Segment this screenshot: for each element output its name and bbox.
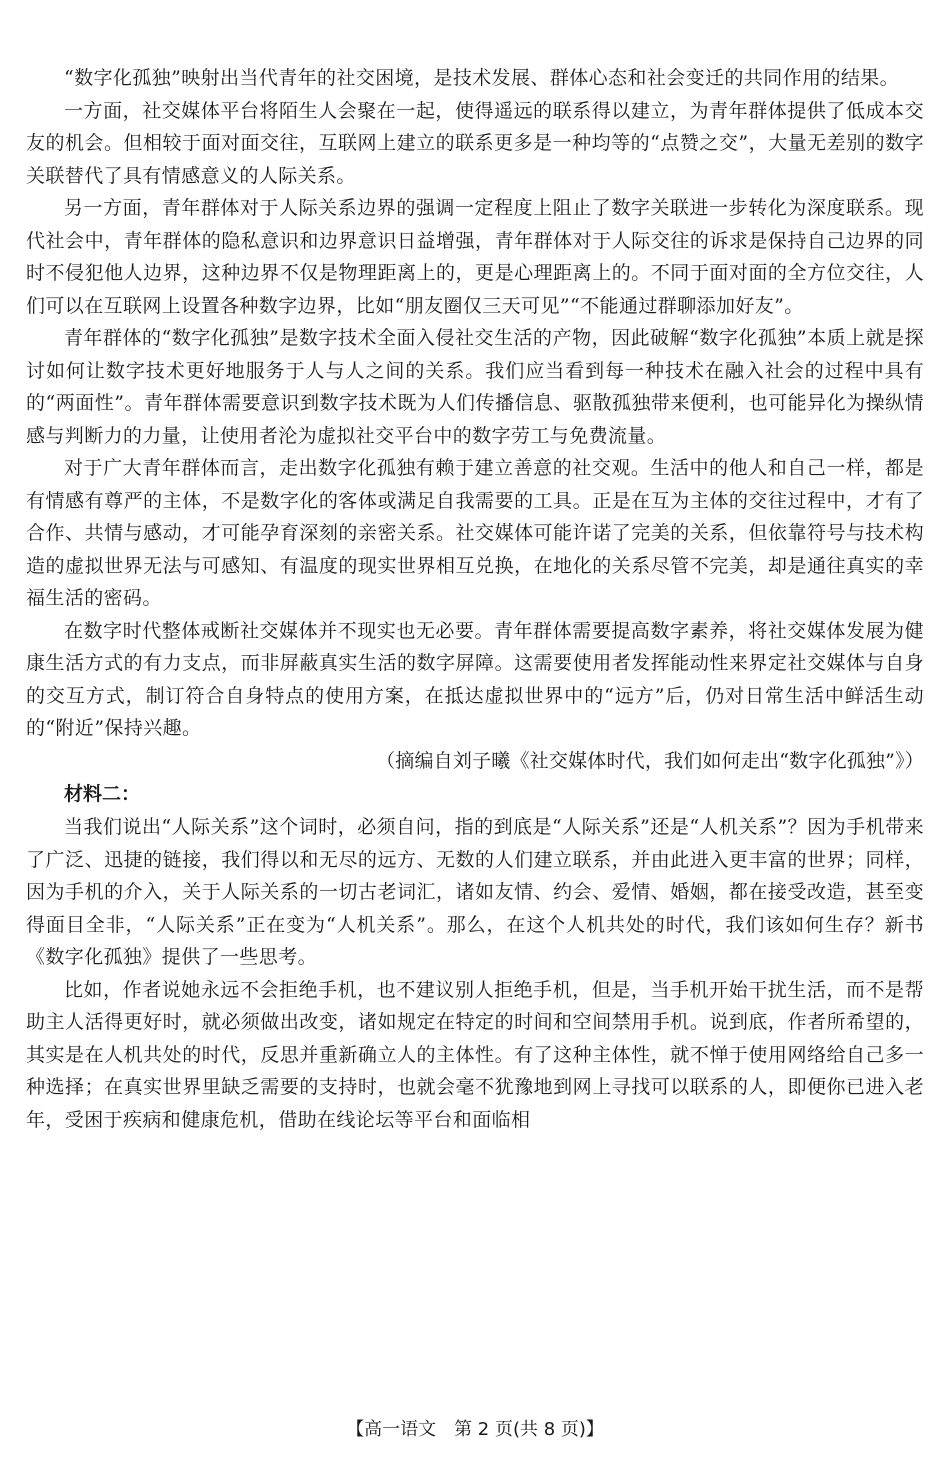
paragraph: 当我们说出“人际关系”这个词时，必须自问，指的到底是“人际关系”还是“人机关系”？因为手机带来了广泛、迅捷的链接，我们得以和无尽的远方、无数的人们建立联系，并由此进入更丰富的世界；同样，因为手机的介入，关于人际关系的一切古老词汇，诸如友情、约会、爱情、婚姻，都在接受改造，甚至变得面目全非，“人际关系”正在变为“人机关系”。那么，在这个人机共处的时代，我们该如何生存？新书《数字化孤独》提供了一些思考。 bbox=[26, 816, 924, 968]
page-content bbox=[26, 62, 924, 1136]
paragraph: “数字化孤独”映射出当代青年的社交困境，是技术发展、群体心态和社会变迁的共同作用的结果。 bbox=[64, 67, 900, 89]
paragraph: 比如，作者说她永远不会拒绝手机，也不建议别人拒绝手机，但是，当手机开始干扰生活，而不是帮助主人活得更好时，就必须做出改变，诸如规定在特定的时间和空间禁用手机。说到底，作者所希望的，其实是在人机共处的时代，反思并重新确立人的主体性。有了这种主体性，就不惮于使用网络给自己多一种选择；在真实世界里缺乏需要的支持时，也就会毫不犹豫地到网上寻找可以联系的人，即便你已进入老年，受困于疾病和健康危机，借助在线论坛等平台和面临相 bbox=[26, 978, 924, 1131]
section-heading: 材料二： bbox=[64, 783, 141, 805]
source-citation: （摘编自刘子曦《社交媒体时代，我们如何走出“数字化孤独”》） bbox=[376, 749, 924, 772]
paragraph: 一方面，社交媒体平台将陌生人会聚在一起，使得遥远的联系得以建立，为青年群体提供了低成本交友的机会。但相较于面对面交往，互联网上建立的联系更多是一种均等的“点赞之交”，大量无差别的数字关联替代了具有情感意义的人际关系。 bbox=[26, 99, 924, 187]
page-footer: 【高一语文 第 2 页(共 8 页)】 bbox=[346, 1419, 604, 1440]
paragraph: 在数字时代整体戒断社交媒体并不现实也无必要。青年群体需要提高数字素养，将社交媒体发展为健康生活方式的有力支点，而非屏蔽真实生活的数字屏障。这需要使用者发挥能动性来界定社交媒体与自身的交互方式，制订符合自身特点的使用方案，在抵达虚拟世界中的“远方”后，仍对日常生活中鲜活生动的“附近”保持兴趣。 bbox=[26, 619, 924, 739]
paragraph: 对于广大青年群体而言，走出数字化孤独有赖于建立善意的社交观。生活中的他人和自己一样，都是有情感有尊严的主体，不是数字化的客体或满足自我需要的工具。正是在互为主体的交往过程中，才有了合作、共情与感动，才可能孕育深刻的亲密关系。社交媒体可能许诺了完美的关系，但依靠符号与技术构造的虚拟世界无法与可感知、有温度的现实世界相互兑换，在地化的关系尽管不完美，却是通往真实的幸福生活的密码。 bbox=[26, 457, 924, 609]
paragraph: 另一方面，青年群体对于人际关系边界的强调一定程度上阻止了数字关联进一步转化为深度联系。现代社会中，青年群体的隐私意识和边界意识日益增强，青年群体对于人际交往的诉求是保持自己边界的同时不侵犯他人边界，这种边界不仅是物理距离上的，更是心理距离上的。不同于面对面的全方位交往，人们可以在互联网上设置各种数字边界，比如“朋友圈仅三天可见”“不能通过群聊添加好友”。 bbox=[26, 197, 924, 317]
paragraph: 青年群体的“数字化孤独”是数字技术全面入侵社交生活的产物，因此破解“数字化孤独”本质上就是探讨如何让数字技术更好地服务于人与人之间的关系。我们应当看到每一种技术在融入社会的过程中具有的“两面性”。青年群体需要意识到数字技术既为人们传播信息、驱散孤独带来便利，也可能异化为操纵情感与判断力的力量，让使用者沦为虚拟社交平台中的数字劳工与免费流量。 bbox=[26, 327, 924, 447]
